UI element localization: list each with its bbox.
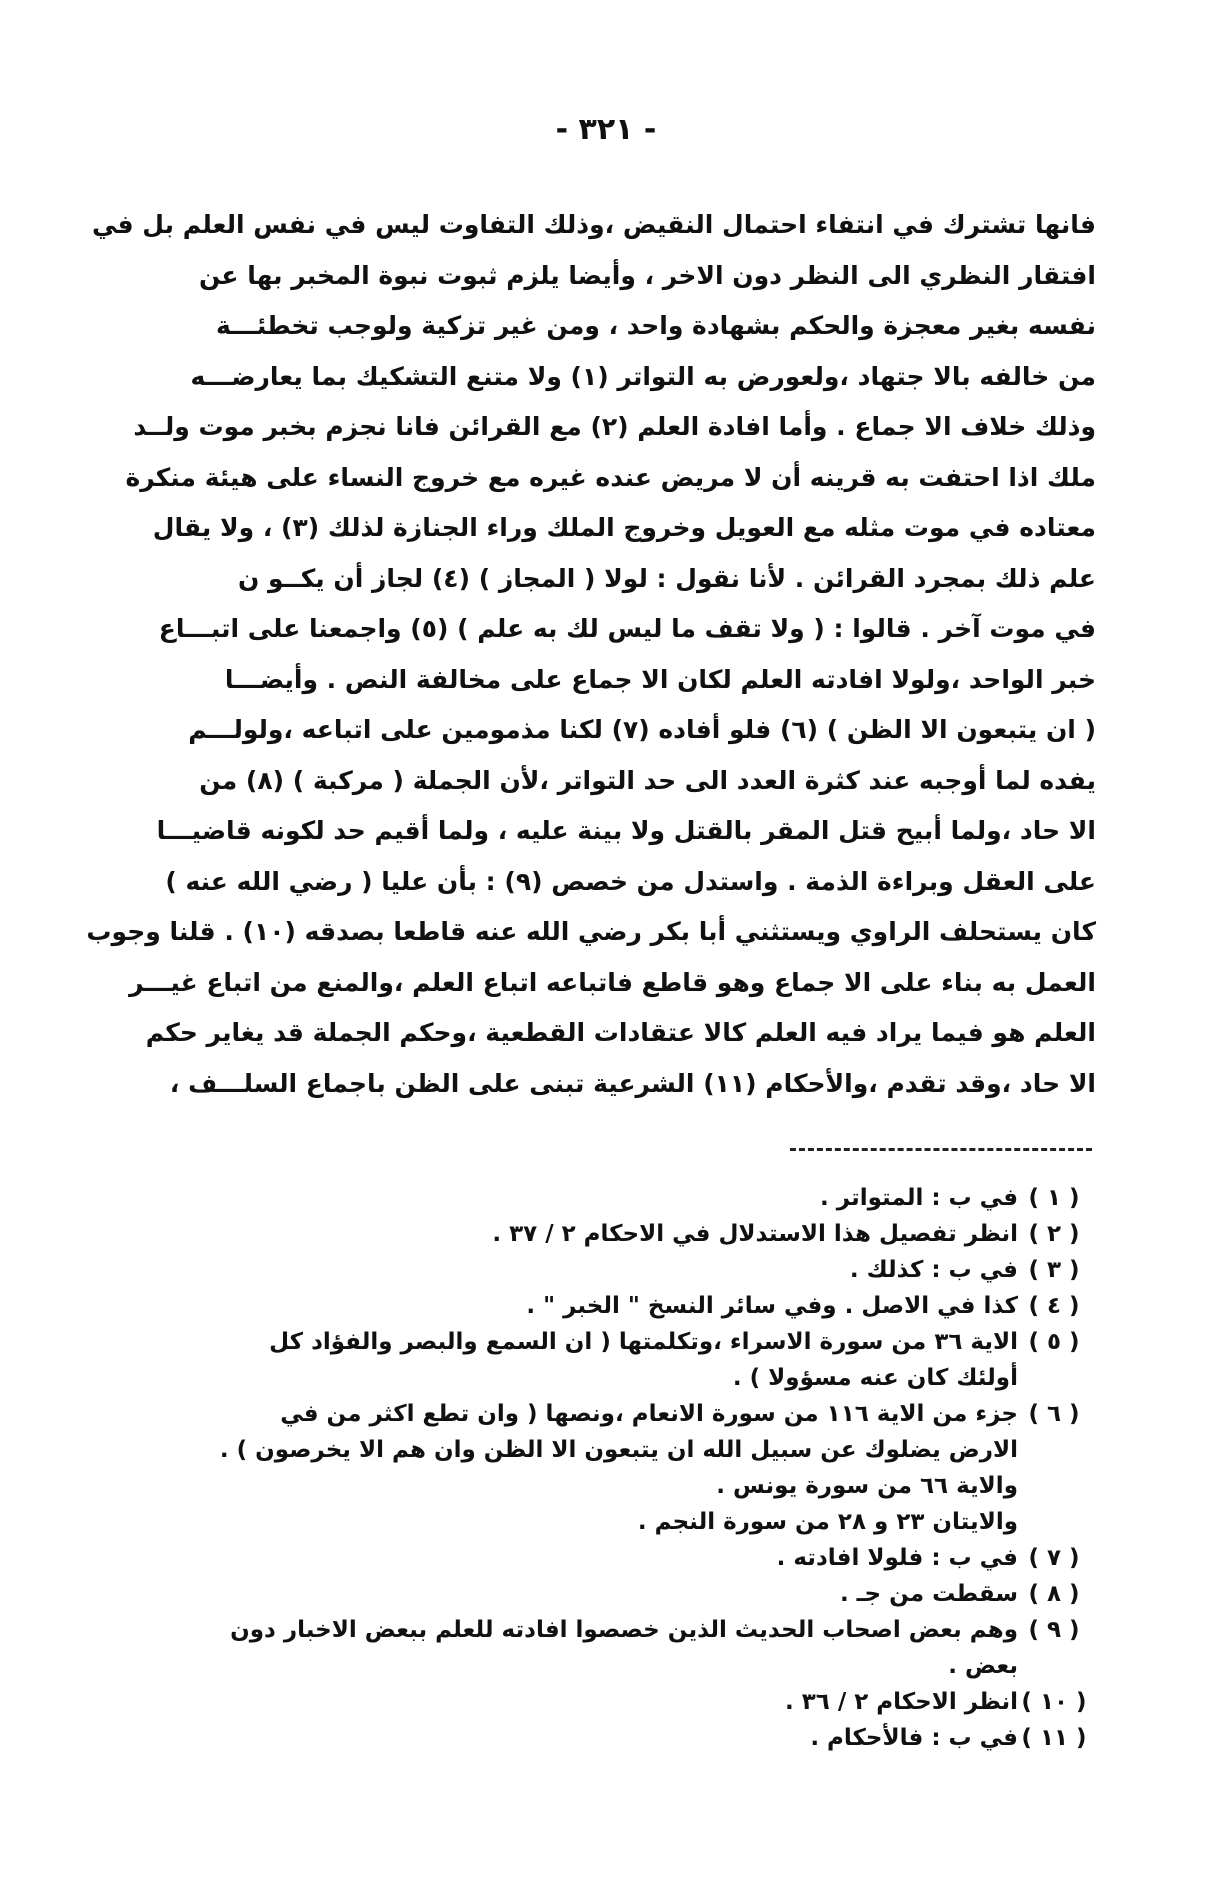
body-line: نفسه بغير معجزة والحكم بشهادة واحد ، ومن غير تزكية ولوجب تخطئـــة [216,311,1096,340]
footnote-divider [790,1148,1092,1151]
body-text [86,200,1096,1109]
body-line: ( ان يتبعون الا الظن ) (٦) فلو أفاده (٧) لكنا مذمومين على اتباعه ،ولولـــم [188,715,1096,744]
footnote [150,1612,1090,1684]
body-line: وذلك خلاف الا جماع . وأما افادة العلم (٢) مع القرائن فانا نجزم بخبر موت ولــد [133,412,1096,441]
body-line: الا حاد ،ولما أبيح قتل المقر بالقتل ولا بينة عليه ، ولما أقيم حد لكونه قاضيـــا [156,816,1096,845]
footnote-text [150,1396,1018,1540]
footnote-line: في ب : فلولا افادته . [776,1545,1018,1571]
footnote-line: انظر الاحكام ٢ / ٣٦ . [785,1689,1018,1715]
body-line: فانها تشترك في انتفاء احتمال النقيض ،وذلك التفاوت ليس في نفس العلم بل في [91,210,1096,239]
body-line: كان يستحلف الراوي ويستثني أبا بكر رضي الله عنه قاطعا بصدقه (١٠) . قلنا وجوب [86,917,1096,946]
footnote [150,1396,1090,1540]
footnote-line: وهم بعض اصحاب الحديث الذين خصصوا افادته للعلم ببعض الاخبار دون [230,1617,1018,1643]
footnote-line: جزء من الاية ١١٦ من سورة الانعام ،ونصها ( وان تطع اكثر من في [280,1401,1018,1427]
footnote-line: والاية ٦٦ من سورة يونس . [716,1473,1018,1499]
footnote-number: ( ٨ ) [1028,1581,1080,1607]
body-line: افتقار النظري الى النظر دون الاخر ، وأيضا يلزم ثبوت نبوة المخبر بها عن [198,260,1096,290]
footnote-line: والايتان ٢٣ و ٢٨ من سورة النجم . [637,1509,1018,1535]
footnote [150,1216,1090,1252]
footnote-line: في ب : المتواتر . [820,1185,1018,1211]
footnote [150,1540,1090,1576]
body-line: معتاده في موت مثله مع العويل وخروج الملك وراء الجنازة لذلك (٣) ، ولا يقال [152,513,1096,542]
footnote-number: ( ٢ ) [1028,1221,1080,1247]
body-line: الا حاد ،وقد تقدم ،والأحكام (١١) الشرعية تبنى على الظن باجماع السلـــف ، [169,1068,1096,1098]
footnote [150,1288,1090,1324]
footnote-text [150,1684,1018,1720]
footnote [150,1720,1090,1756]
footnote-line: سقطت من جـ . [839,1581,1018,1607]
footnote [150,1252,1090,1288]
footnote-text [150,1720,1018,1756]
body-line: يفده لما أوجبه عند كثرة العدد الى حد التواتر ،لأن الجملة ( مركبة ) (٨) من [199,765,1096,795]
body-line: العمل به بناء على الا جماع وهو قاطع فاتباعه اتباع العلم ،والمنع من اتباع غيـــر [129,967,1096,997]
footnote-text [150,1252,1018,1288]
footnote-text [150,1216,1018,1252]
footnote-text [150,1288,1018,1324]
footnote-number: ( ٦ ) [1028,1401,1080,1427]
footnote-number: ( ١١ ) [1021,1725,1087,1751]
footnote-number: ( ١٠ ) [1021,1689,1087,1715]
footnote-line: في ب : كذلك . [849,1257,1018,1283]
footnote-line: كذا في الاصل . وفي سائر النسخ " الخبر " . [526,1293,1018,1319]
footnote [150,1576,1090,1612]
footnote-line: في ب : فالأحكام . [810,1725,1018,1751]
body-line: علم ذلك بمجرد القرائن . لأنا نقول : لولا ( المجاز ) (٤) لجاز أن يكــو ن [237,563,1096,593]
footnote-text [150,1180,1018,1216]
footnote-line: الارض يضلوك عن سبيل الله ان يتبعون الا الظن وان هم الا يخرصون ) . [219,1437,1018,1463]
footnote-line: أولئك كان عنه مسؤولا ) . [732,1365,1018,1391]
footnote-text [150,1324,1018,1396]
footnote-line: الاية ٣٦ من سورة الاسراء ،وتكلمتها ( ان السمع والبصر والفؤاد كل [269,1329,1018,1355]
body-line: من خالفه بالا جتهاد ،ولعورض به التواتر (١) ولا متنع التشكيك بما يعارضـــه [190,361,1096,391]
body-line: العلم هو فيما يراد فيه العلم كالا عتقادات القطعية ،وحكم الجملة قد يغاير حكم [145,1018,1096,1047]
footnote-number: ( ٧ ) [1028,1545,1080,1571]
footnote-line: انظر تفصيل هذا الاستدلال في الاحكام ٢ / ٣٧ . [492,1221,1018,1247]
footnote-number: ( ٩ ) [1028,1617,1080,1643]
footnote [150,1180,1090,1216]
footnote-number: ( ١ ) [1028,1185,1080,1211]
footnote-number: ( ٣ ) [1028,1257,1080,1283]
footnote-number: ( ٤ ) [1028,1293,1080,1319]
footnote-text [150,1612,1018,1684]
page-number: - ٣٢١ - [555,112,657,147]
body-line: على العقل وبراءة الذمة . واستدل من خصص (٩) : بأن عليا ( رضي الله عنه ) [165,866,1096,896]
body-line: خبر الواحد ،ولولا افادته العلم لكان الا جماع على مخالفة النص . وأيضـــا [224,664,1096,694]
footnote [150,1324,1090,1396]
footnote-line: بعض . [948,1653,1018,1679]
body-line: في موت آخر . قالوا : ( ولا تقف ما ليس لك به علم ) (٥) واجمعنا على اتبـــاع [158,614,1096,643]
footnote-text [150,1540,1018,1576]
body-line: ملك اذا احتفت به قرينه أن لا مريض عنده غيره مع خروج النساء على هيئة منكرة [125,462,1096,492]
footnote-text [150,1576,1018,1612]
footnote-number: ( ٥ ) [1028,1329,1080,1355]
footnote [150,1684,1090,1720]
footnotes [150,1180,1090,1756]
